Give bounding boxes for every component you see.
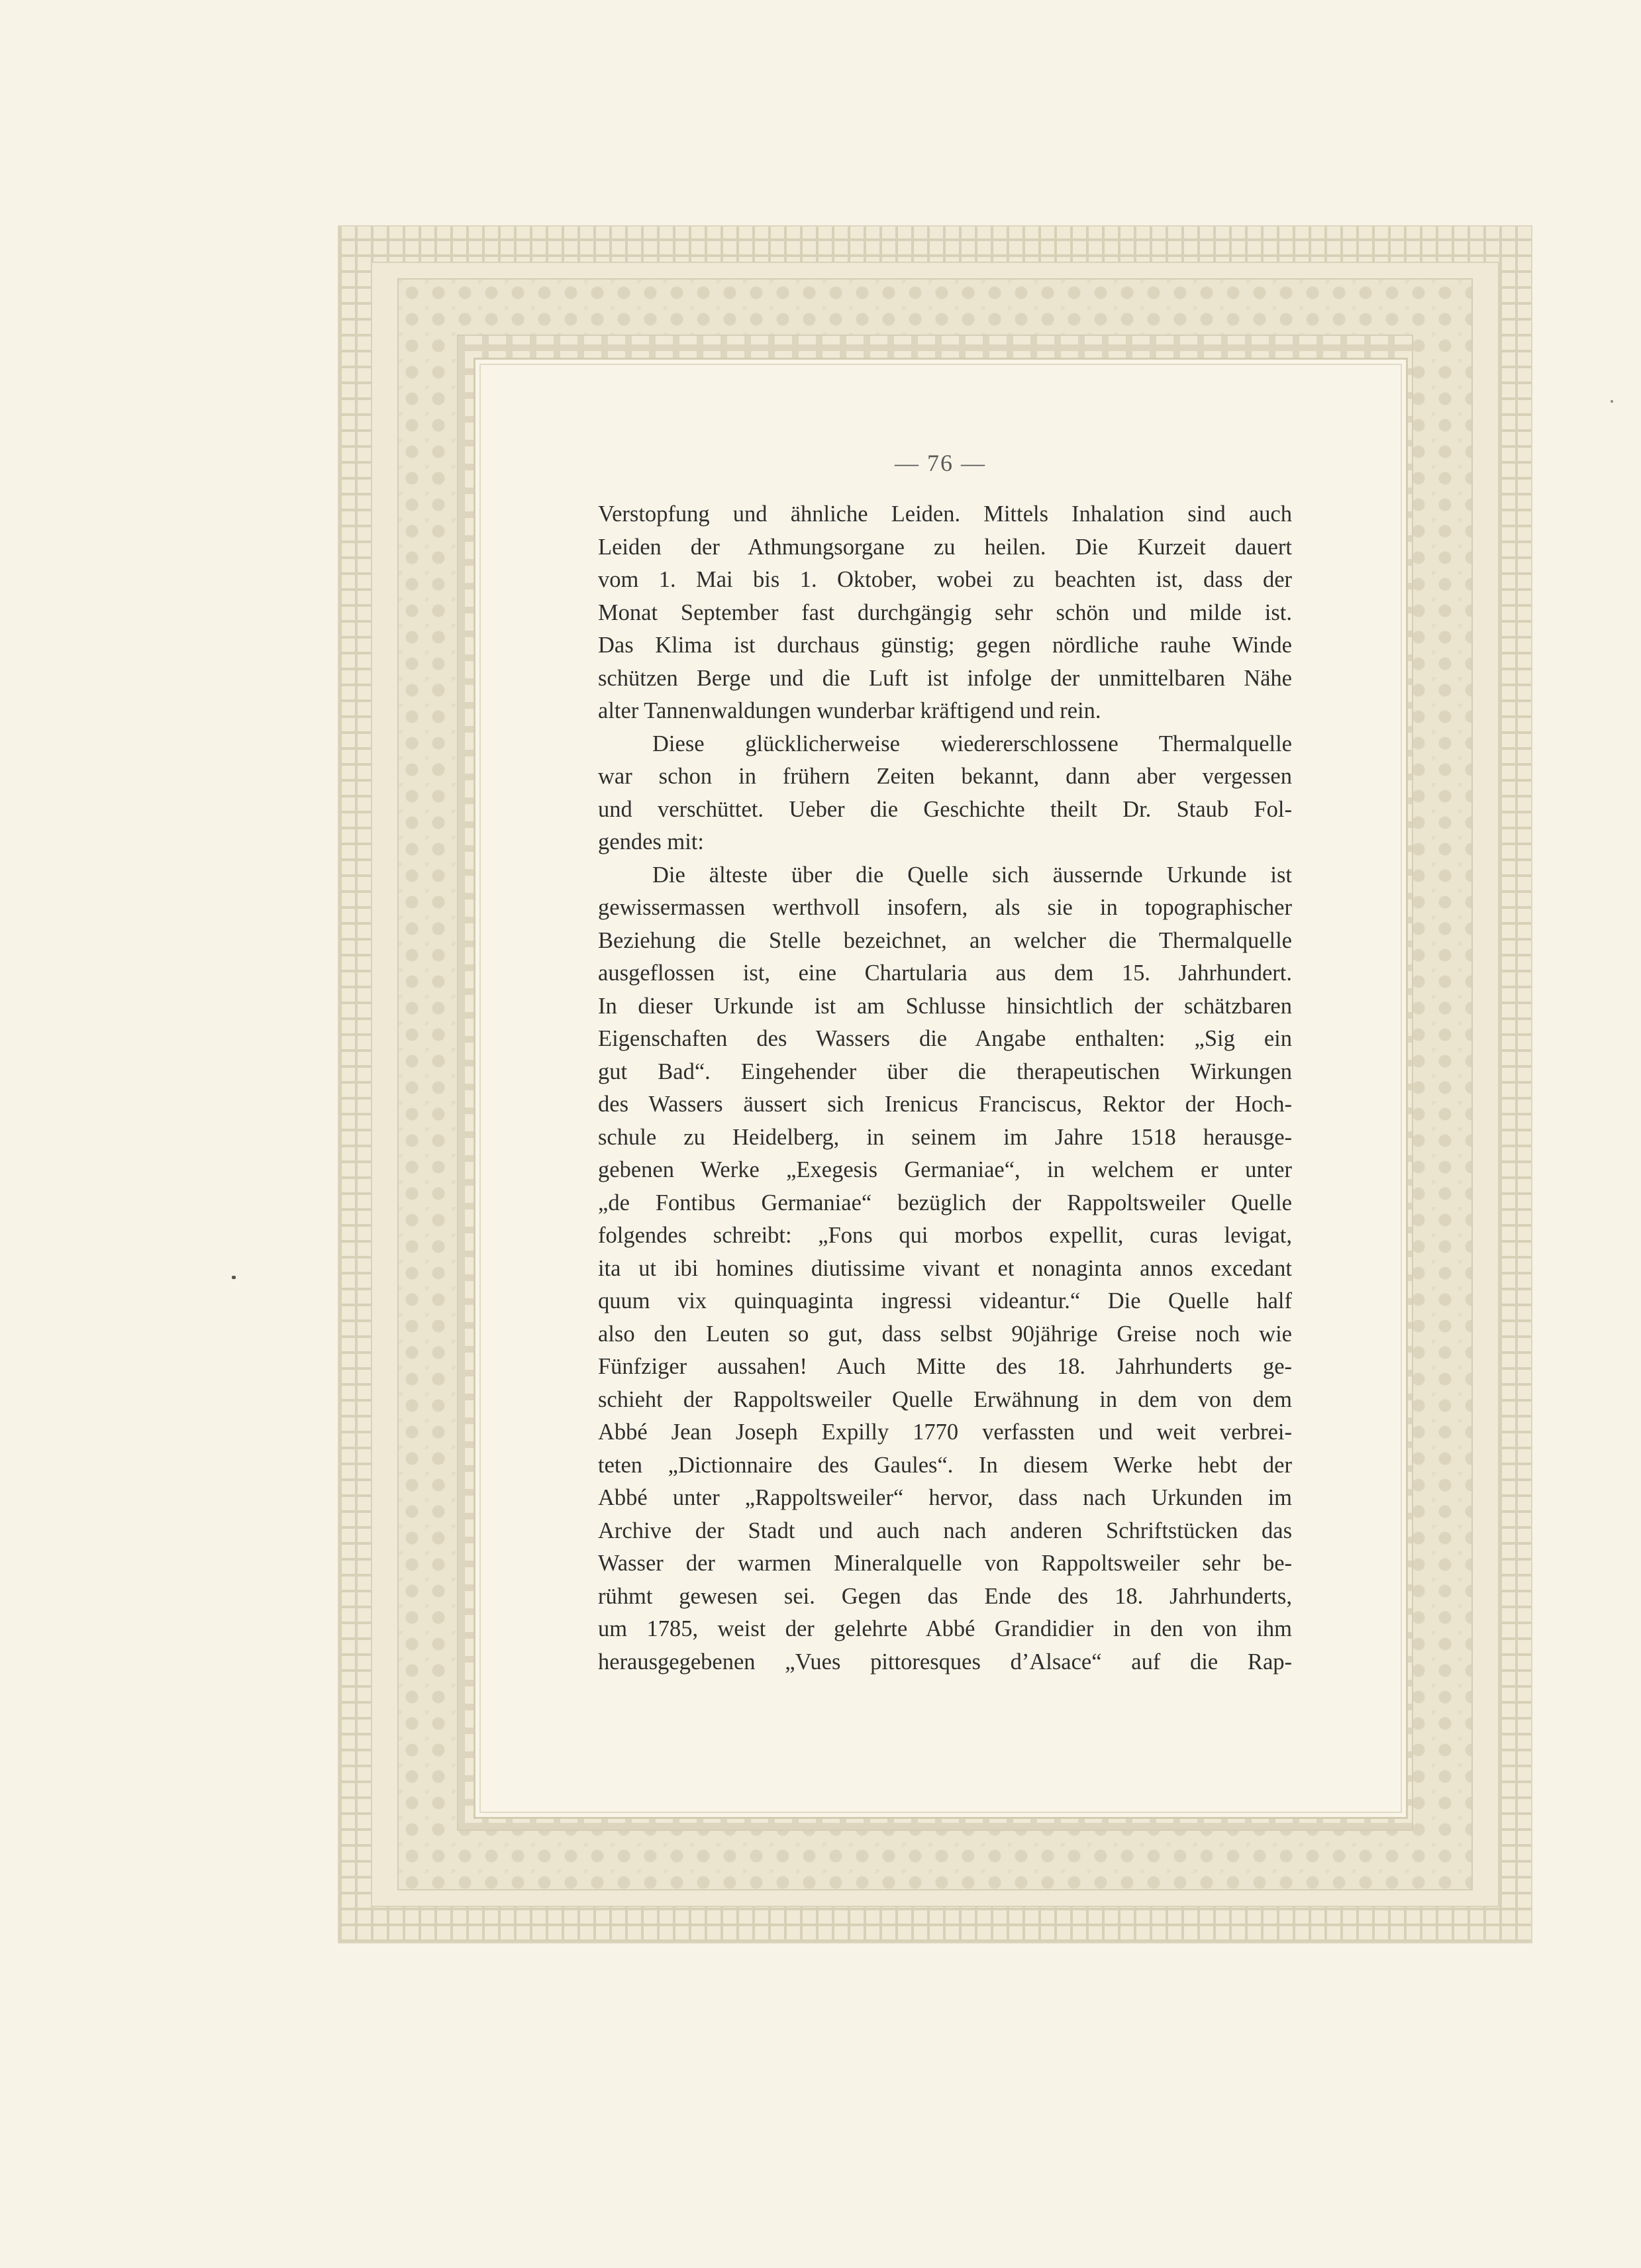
text-line: gendes mit: — [598, 829, 705, 854]
text-line: herausgegebenen „Vues pittoresques d’Alsace“ auf die Rap- — [598, 1649, 1292, 1675]
text-line: und verschüttet. Ueber die Geschichte theilt Dr. Staub Fol- — [598, 796, 1292, 822]
text-line: Archive der Stadt und auch nach anderen Schriftstücken das — [598, 1518, 1292, 1543]
text-line: Fünfziger aussahen! Auch Mitte des 18. Jahrhunderts ge- — [598, 1354, 1292, 1379]
page-number: — 76 — — [895, 450, 986, 476]
text-line: Monat September fast durchgängig sehr schön und milde ist. — [598, 599, 1292, 625]
text-line: In dieser Urkunde ist am Schlusse hinsichtlich der schätzbaren — [598, 993, 1292, 1019]
text-line: Abbé Jean Joseph Expilly 1770 verfassten und weit verbrei- — [598, 1419, 1292, 1445]
text-line: Abbé unter „Rappoltsweiler“ hervor, dass nach Urkunden im — [598, 1485, 1292, 1510]
text-line: des Wassers äussert sich Irenicus Franciscus, Rektor der Hoch- — [598, 1092, 1292, 1117]
text-line: Wasser der warmen Mineralquelle von Rappoltsweiler sehr be- — [598, 1551, 1292, 1576]
text-line: alter Tannenwaldungen wunderbar kräftigend und rein. — [598, 698, 1101, 723]
text-line: gebenen Werke „Exegesis Germaniae“, in welchem er unter — [598, 1157, 1292, 1182]
text-line: um 1785, weist der gelehrte Abbé Grandidier in den von ihm — [598, 1616, 1292, 1641]
text-line: Die älteste über die Quelle sich äussernde Urkunde ist — [652, 862, 1292, 888]
text-line: folgendes schreibt: „Fons qui morbos expellit, curas levigat, — [598, 1223, 1292, 1248]
text-line: „de Fontibus Germaniae“ bezüglich der Rappoltsweiler Quelle — [598, 1190, 1292, 1215]
text-line: gewissermassen werthvoll insofern, als sie in topographischer — [598, 895, 1292, 920]
text-line: schieht der Rappoltsweiler Quelle Erwähnung in dem von dem — [598, 1386, 1292, 1412]
text-line: Eigenschaften des Wassers die Angabe enthalten: „Sig ein — [598, 1026, 1292, 1051]
text-line: schützen Berge und die Luft ist infolge der unmittelbaren Nähe — [598, 665, 1292, 691]
text-line: ita ut ibi homines diutissime vivant et nonaginta annos excedant — [598, 1255, 1292, 1281]
text-line: Das Klima ist durchaus günstig; gegen nördliche rauhe Winde — [598, 633, 1292, 658]
text-line: also den Leuten so gut, dass selbst 90jährige Greise noch wie — [598, 1321, 1292, 1347]
body-text — [598, 498, 1292, 1678]
text-line: gut Bad“. Eingehender über die therapeutischen Wirkungen — [598, 1058, 1292, 1084]
text-line: Diese glücklicherweise wiedererschlossene Thermalquelle — [652, 731, 1292, 756]
text-line: ausgeflossen ist, eine Chartularia aus dem 15. Jahrhundert. — [598, 960, 1292, 986]
print-speck — [232, 1276, 236, 1279]
text-line: war schon in frühern Zeiten bekannt, dann aber vergessen — [598, 764, 1292, 789]
text-line: Beziehung die Stelle bezeichnet, an welcher die Thermalquelle — [598, 927, 1292, 953]
print-speck — [1611, 400, 1613, 403]
text-line: vom 1. Mai bis 1. Oktober, wobei zu beachten ist, dass der — [598, 567, 1292, 592]
text-line: Verstopfung und ähnliche Leiden. Mittels Inhalation sind auch — [598, 501, 1292, 527]
text-line: Leiden der Athmungsorgane zu heilen. Die Kurzeit dauert — [598, 534, 1292, 560]
text-line: teten „Dictionnaire des Gaules“. In diesem Werke hebt der — [598, 1452, 1292, 1478]
text-line: quum vix quinquaginta ingressi videantur.“ Die Quelle half — [598, 1288, 1292, 1314]
text-line: schule zu Heidelberg, in seinem im Jahre 1518 herausge- — [598, 1124, 1292, 1150]
text-line: rühmt gewesen sei. Gegen das Ende des 18. Jahrhunderts, — [598, 1583, 1292, 1609]
